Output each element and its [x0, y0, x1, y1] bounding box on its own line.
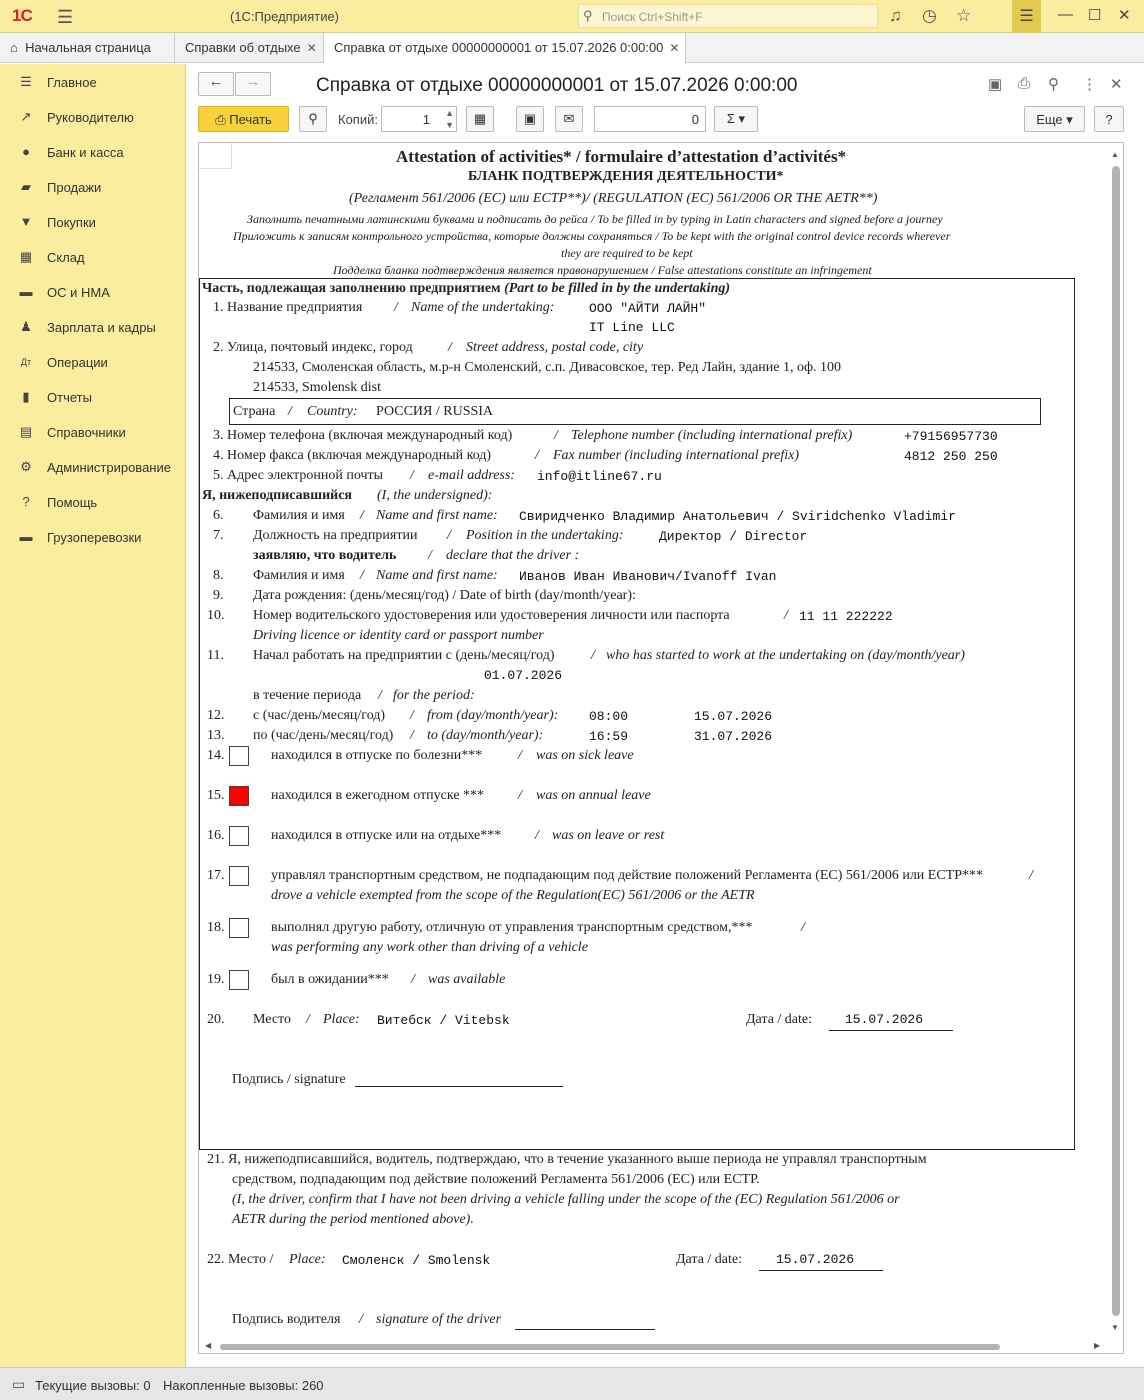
current-calls: Текущие вызовы: 0	[35, 1378, 151, 1393]
sidebar-item-main[interactable]	[0, 68, 186, 98]
undersigned-label-en: (I, the undersigned):	[377, 488, 493, 503]
sep: /	[784, 608, 788, 623]
sum-field[interactable]	[594, 106, 706, 132]
sidebar-item-help[interactable]	[0, 488, 186, 518]
search-placeholder: Поиск Ctrl+Shift+F	[602, 10, 703, 24]
option-label: управлял транспортным средством, не подпадающим под действие положений Регламента (ЕС) 561/2006 или ЕСТР***	[271, 868, 984, 883]
close-tab-icon[interactable]: ✕	[306, 41, 317, 55]
from-date: 15.07.2026	[694, 709, 773, 724]
printer-icon[interactable]: ⎙	[1018, 75, 1031, 92]
truck-icon: ▬	[19, 284, 33, 299]
tab-home[interactable]	[0, 33, 175, 63]
tab-list[interactable]	[175, 33, 324, 63]
status-bar	[0, 1367, 1144, 1400]
option-label: был в ожидании***	[271, 972, 389, 987]
sep: /	[535, 828, 539, 843]
save-button[interactable]	[516, 106, 544, 132]
book-icon: ▤	[19, 424, 33, 439]
sep: /	[394, 300, 398, 315]
item-number: 10.	[207, 608, 225, 623]
sep: /	[535, 448, 539, 463]
item-number: 18.	[207, 920, 225, 935]
sick-leave-checkbox[interactable]	[229, 746, 249, 766]
start-date-value: 01.07.2026	[484, 668, 563, 683]
exempted-vehicle-checkbox[interactable]	[229, 866, 249, 886]
sidebar-item-assets[interactable]	[0, 278, 186, 308]
director-name: Свиридченко Владимир Анатольевич / Sviridchenko Vladimir	[519, 509, 956, 524]
scroll-up-icon[interactable]: ▲	[1111, 150, 1119, 159]
sidebar-item-operations[interactable]	[0, 348, 186, 378]
field-label: 3. Номер телефона (включая международный код)	[213, 428, 513, 443]
sidebar-label: Администрирование	[47, 460, 171, 475]
driver-signature-label: Подпись водителя	[232, 1312, 341, 1327]
sidebar-item-purchases[interactable]	[0, 208, 186, 238]
signature-label: Подпись / signature	[232, 1072, 346, 1087]
tab-doc[interactable]	[324, 33, 686, 64]
sep: /	[411, 972, 415, 987]
field-label: по (час/день/месяц/год)	[253, 728, 394, 743]
sum-button[interactable]	[714, 106, 758, 132]
form-note: Подделка бланка подтверждения является правонарушением / False attestations constitute an infringement	[333, 263, 872, 277]
address-ru: 214533, Смоленская область, м.р-н Смоленский, с.п. Дивасовское, тер. Ред Лайн, здание 1, оф. 100	[253, 360, 842, 375]
sidebar-item-bank[interactable]	[0, 138, 186, 168]
sidebar-label: Склад	[47, 250, 85, 265]
sidebar-label: Справочники	[47, 425, 126, 440]
help-icon: ?	[22, 494, 30, 509]
field-label: Номер водительского удостоверения или удостоверения личности или паспорта	[253, 608, 730, 623]
field-label-en: who has started to work at the undertaking on (day/month/year)	[606, 648, 965, 663]
bell-icon[interactable]: ♫	[889, 6, 902, 25]
star-icon[interactable]: ☆	[956, 6, 972, 25]
sidebar-label: Главное	[47, 75, 97, 90]
place-label: Место	[253, 1012, 291, 1027]
main-menu-icon[interactable]: ☰	[57, 7, 74, 27]
save-icon[interactable]: ▣	[988, 76, 1003, 93]
field-label: 5. Адрес электронной почты	[213, 468, 384, 483]
to-date: 31.07.2026	[694, 729, 773, 744]
cell-corner	[199, 143, 232, 169]
home-icon: ⌂	[10, 40, 18, 55]
annual-leave-checkbox[interactable]	[229, 786, 249, 806]
field-label: 4. Номер факса (включая международный код)	[213, 448, 492, 463]
confirmation-text: средством, подпадающим под действие положений Регламента 561/2006 (ЕС) или ЕСТР.	[232, 1172, 760, 1187]
field-label: Фамилия и имя	[253, 568, 345, 583]
form-header-en: Attestation of activities* / formulaire d’attestation d’activités*	[396, 147, 847, 166]
option-label-en: was on sick leave	[536, 748, 634, 763]
item-number: 11.	[207, 648, 224, 663]
field-label-en: e-mail address:	[428, 468, 515, 483]
stepper-icon[interactable]: ▲ ▼	[445, 108, 454, 130]
sidebar-item-freight[interactable]	[0, 523, 186, 553]
sep: /	[1029, 868, 1033, 883]
sep: /	[410, 708, 414, 723]
sidebar-item-warehouse[interactable]	[0, 243, 186, 273]
sigma-icon: Σ ▾	[726, 111, 746, 126]
field-label: 2. Улица, почтовый индекс, город	[213, 340, 413, 355]
field-label: Должность на предприятии	[253, 528, 418, 543]
field-label-en: Name and first name:	[376, 508, 498, 523]
option-label: выполнял другую работу, отличную от управления транспортным средством,***	[271, 920, 753, 935]
confirmation-text: 21. Я, нижеподписавшийся, водитель, подтверждаю, что в течение указанного выше периода не управлял транспортным	[207, 1152, 927, 1167]
part-en: (Part to be filled in by the undertaking)	[504, 281, 731, 296]
sep: /	[447, 528, 451, 543]
driver-name: Иванов Иван Иванович/Ivanoff Ivan	[519, 569, 777, 584]
sep: /	[410, 728, 414, 743]
minimize-icon[interactable]: —	[1058, 6, 1073, 23]
part-ru: Часть, подлежащая заполнению предприятием	[202, 281, 501, 296]
vertical-scrollbar[interactable]	[1111, 166, 1121, 1316]
position-value: Директор / Director	[659, 529, 808, 544]
company-name-ru: ООО "АЙТИ ЛАЙН"	[589, 301, 707, 316]
sidebar-item-admin[interactable]	[0, 453, 186, 483]
history-icon[interactable]: ◷	[922, 6, 937, 25]
signature-line	[355, 1086, 563, 1087]
form-note: Заполнить печатными латинскими буквами и подписать до рейса / To be filled in by typing in Latin characters and signed before a journey	[247, 212, 943, 226]
more-label: Еще	[1036, 112, 1063, 127]
option-label-en: was on annual leave	[536, 788, 651, 803]
tab-list-label: Справки об отдыхе	[185, 40, 301, 55]
place-label: 22. Место /	[207, 1252, 274, 1267]
scroll-left-icon[interactable]: ◀	[205, 1341, 212, 1350]
item-number: 13.	[207, 728, 225, 743]
other-work-checkbox[interactable]	[229, 918, 249, 938]
sep: /	[288, 404, 292, 419]
sep: /	[518, 748, 522, 763]
option-label-en: drove a vehicle exempted from the scope of the Regulation(EC) 561/2006 or the AETR	[271, 888, 755, 903]
driver-date-value: 15.07.2026	[776, 1252, 855, 1267]
item-number: 8.	[213, 568, 224, 583]
sidebar-item-reports[interactable]	[0, 383, 186, 413]
coin-icon: ●	[22, 144, 30, 159]
gear-icon: ⚙	[20, 459, 32, 474]
print-label: Печать	[229, 112, 272, 127]
truck-icon: ▬	[19, 529, 33, 544]
field-label-en: Position in the undertaking:	[466, 528, 624, 543]
sidebar-label: ОС и НМА	[47, 285, 110, 300]
option-label: находился в отпуске по болезни***	[271, 748, 483, 763]
undersigned-label: Я, нижеподписавшийся	[202, 488, 352, 503]
country-value: РОССИЯ / RUSSIA	[376, 404, 494, 419]
copies-value: 1	[422, 112, 430, 127]
date-label: Дата / date:	[676, 1252, 743, 1267]
to-time: 16:59	[589, 729, 629, 744]
help-label: ?	[1105, 112, 1113, 127]
driver-place-value: Смоленск / Smolensk	[342, 1253, 491, 1268]
confirmation-text-en: (I, the driver, confirm that I have not been driving a vehicle falling under the scope of the (EC) Regulation 561/2006 or	[232, 1192, 900, 1207]
close-tab-icon[interactable]: ✕	[669, 41, 680, 55]
tab-doc-label: Справка от отдыхе 00000000001 от 15.07.2026 0:00:00	[334, 40, 664, 55]
copies-input[interactable]	[381, 106, 457, 132]
copies-label: Копий:	[338, 112, 378, 127]
sep: /	[410, 468, 414, 483]
edit-button[interactable]	[466, 106, 494, 132]
trend-icon: ↗	[20, 109, 32, 124]
debit-credit-icon: Дт	[20, 357, 32, 367]
driver-signature-line	[515, 1329, 655, 1330]
sep: /	[359, 1312, 363, 1327]
sidebar-label: Операции	[47, 355, 108, 370]
sep: /	[378, 688, 382, 703]
sep: /	[360, 508, 364, 523]
field-label-en: Name and first name:	[376, 568, 498, 583]
email-value: info@itline67.ru	[537, 469, 662, 484]
option-label-en: was on leave or rest	[552, 828, 665, 843]
sidebar-label: Банк и касса	[47, 145, 124, 160]
leave-rest-checkbox[interactable]	[229, 826, 249, 846]
tab-home-label: Начальная страница	[25, 40, 151, 55]
back-button[interactable]: ←	[198, 72, 234, 96]
sidebar-label: Руководителю	[47, 110, 134, 125]
sep: /	[801, 920, 805, 935]
field-label-en: Street address, postal code, city	[466, 340, 644, 355]
option-label-en: was available	[428, 972, 506, 987]
option-label: находился в ежегодном отпуске ***	[271, 788, 485, 803]
from-time: 08:00	[589, 709, 629, 724]
envelope-icon: ✉	[563, 111, 575, 126]
item-number: 7.	[213, 528, 224, 543]
bar-chart-icon: ▮	[22, 389, 30, 404]
help-button[interactable]	[1094, 106, 1124, 132]
panel-menu-icon[interactable]: ☰	[1012, 0, 1041, 33]
date-underline	[829, 1030, 953, 1031]
search-icon: ⚲	[583, 8, 593, 23]
title-bar	[0, 0, 1144, 33]
sidebar-label: Покупки	[47, 215, 96, 230]
sep: /	[554, 428, 558, 443]
field-label-en: from (day/month/year):	[427, 708, 559, 723]
sidebar-label: Зарплата и кадры	[47, 320, 156, 335]
item-number: 14.	[207, 748, 225, 763]
search-input[interactable]	[578, 4, 878, 28]
sidebar-label: Помощь	[47, 495, 98, 510]
sidebar-item-sales[interactable]	[0, 173, 186, 203]
country-label: Страна	[233, 404, 276, 419]
part-heading	[202, 281, 730, 297]
scroll-down-icon[interactable]: ▼	[1111, 1323, 1119, 1332]
document-area	[198, 142, 1124, 1354]
bag-icon: ▰	[21, 179, 31, 194]
field-label-en: Driving licence or identity card or passport number	[253, 628, 544, 643]
page-title: Справка от отдыхе 00000000001 от 15.07.2026 0:00:00	[316, 75, 798, 96]
place-label-en: Place:	[289, 1252, 326, 1267]
grid-icon: ▦	[19, 249, 33, 264]
sep: /	[360, 568, 364, 583]
option-label: находился в отпуске или на отдыхе***	[271, 828, 502, 843]
cart-icon: ▼	[19, 214, 33, 229]
sidebar-label: Продажи	[47, 180, 102, 195]
item-number: 12.	[207, 708, 225, 723]
scroll-thumb[interactable]	[220, 1344, 1000, 1350]
form-note: Приложить к записям контрольного устройства, которые должны сохраняться / To be kept with the original control device records wherever	[233, 229, 951, 243]
licence-number: 11 11 222222	[799, 609, 893, 624]
item-number: 16.	[207, 828, 225, 843]
sum-value: 0	[691, 112, 699, 127]
sidebar-item-catalogs[interactable]	[0, 418, 186, 448]
declare-label: заявляю, что водитель	[253, 548, 397, 563]
field-label: 1. Название предприятия	[213, 300, 363, 315]
tab-bar	[0, 33, 1144, 63]
person-icon: ♟	[20, 319, 32, 334]
field-label: с (час/день/месяц/год)	[253, 708, 386, 723]
item-number: 17.	[207, 868, 225, 883]
sidebar-item-manager[interactable]	[0, 103, 186, 133]
form-note: they are required to be kept	[561, 246, 693, 260]
field-label: Фамилия и имя	[253, 508, 345, 523]
place-label-en: Place:	[323, 1012, 360, 1027]
period-label-en: for the period:	[393, 688, 475, 703]
available-checkbox[interactable]	[229, 970, 249, 990]
field-label-en: Telephone number (including international prefix)	[571, 428, 853, 443]
field-label-en: to (day/month/year):	[427, 728, 544, 743]
date-value: 15.07.2026	[845, 1012, 924, 1027]
horizontal-scrollbar[interactable]	[220, 1343, 1100, 1351]
floppy-icon: ▣	[523, 111, 537, 126]
sep: /	[591, 648, 595, 663]
printer-icon: ⎙	[215, 112, 226, 127]
item-number: 15.	[207, 788, 225, 803]
magnifier-icon: ⚲	[308, 111, 318, 126]
more-button[interactable]: Еще ▾	[1024, 106, 1085, 132]
period-label: в течение периода	[253, 688, 362, 703]
option-label-en: was performing any work other than driving of a vehicle	[271, 940, 588, 955]
field-label-en: Fax number (including international prefix)	[553, 448, 799, 463]
sidebar-item-salary[interactable]	[0, 313, 186, 343]
fax-value: 4812 250 250	[904, 449, 998, 464]
print-button[interactable]	[198, 106, 289, 132]
close-window-icon[interactable]: ✕	[1118, 7, 1131, 24]
place-value: Витебск / Vitebsk	[377, 1013, 510, 1028]
accumulated-calls: Накопленные вызовы: 260	[163, 1378, 324, 1393]
form-header-ru: БЛАНК ПОДТВЕРЖДЕНИЯ ДЕЯТЕЛЬНОСТИ*	[468, 169, 784, 184]
confirmation-text-en: AETR during the period mentioned above).	[232, 1212, 474, 1227]
forward-button[interactable]: →	[235, 72, 271, 96]
phone-value: +79156957730	[904, 429, 998, 444]
sep: /	[518, 788, 522, 803]
sep: /	[428, 548, 432, 563]
declare-label-en: declare that the driver :	[446, 548, 580, 563]
company-name-en: IT Line LLC	[589, 320, 675, 335]
item-number: 20.	[207, 1012, 225, 1027]
scroll-right-icon[interactable]: ▶	[1094, 1341, 1101, 1350]
email-button[interactable]	[555, 106, 583, 132]
more-vert-icon[interactable]: ⋮	[1082, 76, 1097, 93]
item-number: 9.	[213, 588, 224, 603]
item-number: 6.	[213, 508, 224, 523]
item-number: 19.	[207, 972, 225, 987]
sep: /	[448, 340, 452, 355]
date-underline	[759, 1270, 883, 1271]
field-label-en: Name of the undertaking:	[411, 300, 555, 315]
country-label-en: Country:	[307, 404, 358, 419]
sidebar	[0, 64, 186, 1367]
maximize-icon[interactable]: ☐	[1088, 7, 1102, 24]
preview-button[interactable]	[299, 106, 327, 132]
address-en: 214533, Smolensk dist	[253, 380, 381, 395]
app-logo: 1С	[12, 6, 32, 25]
birth-date-label: Дата рождения: (день/месяц/год) / Date of birth (day/month/year):	[253, 588, 636, 603]
date-label: Дата / date:	[746, 1012, 813, 1027]
sidebar-label: Грузоперевозки	[47, 530, 142, 545]
field-label: Начал работать на предприятии с (день/месяц/год)	[253, 648, 555, 663]
driver-signature-label-en: signature of the driver	[376, 1312, 502, 1327]
edit-icon: ▦	[473, 111, 487, 126]
form-regulation: (Регламент 561/2006 (ЕС) или ЕСТР**)/ (REGULATION (EC) 561/2006 OR THE AETR**)	[349, 191, 878, 206]
preview-icon[interactable]: ⚲	[1048, 76, 1059, 93]
app-title: (1С:Предприятие)	[230, 9, 340, 24]
menu-icon: ☰	[20, 74, 32, 89]
sidebar-label: Отчеты	[47, 390, 92, 405]
scroll-thumb[interactable]	[1112, 166, 1120, 1316]
sep: /	[306, 1012, 310, 1027]
close-form-icon[interactable]: ✕	[1110, 76, 1123, 93]
windows-icon[interactable]: ▭	[12, 1376, 26, 1392]
